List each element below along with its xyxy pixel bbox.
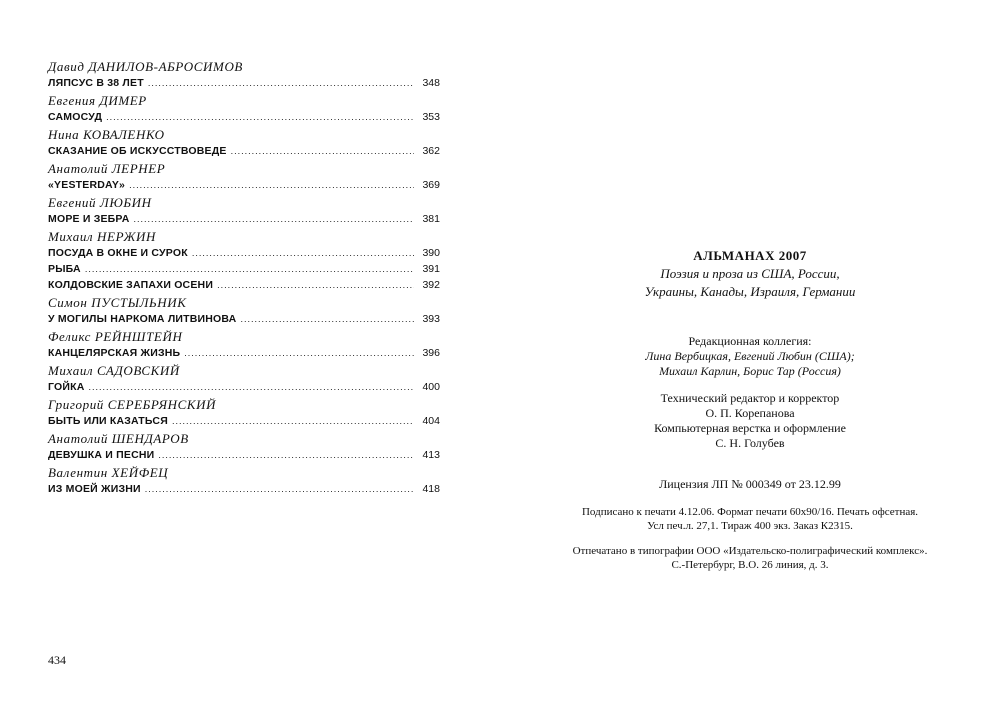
layout-name: С. Н. Голубев — [715, 436, 785, 450]
toc-entry-title: ДЕВУШКА И ПЕСНИ — [48, 449, 155, 461]
toc-entry — [48, 211, 440, 227]
tech-editor-name: О. П. Корепанова — [705, 406, 795, 420]
toc-entry-title: САМОСУД — [48, 111, 103, 123]
toc-leader-dots — [106, 109, 414, 125]
toc-entry — [48, 177, 440, 193]
toc-author: Михаил САДОВСКИЙ — [48, 363, 180, 378]
toc-entry-title: КОЛДОВСКИЕ ЗАПАХИ ОСЕНИ — [48, 279, 214, 291]
toc-group — [48, 160, 440, 193]
printer-line-1: Отпечатано в типографии ООО «Издательско-полиграфический комплекс». — [572, 545, 928, 557]
toc-entry-page: 369 — [422, 179, 440, 191]
toc-entry — [48, 143, 440, 159]
toc-entry — [48, 245, 440, 261]
layout-label: Компьютерная верстка и оформление — [654, 421, 846, 435]
toc-group — [48, 294, 440, 327]
toc-entry-page: 353 — [422, 111, 440, 123]
tech-editor-label: Технический редактор и корректор — [660, 391, 840, 405]
toc-entry-page: 396 — [422, 347, 440, 359]
toc-entry-title: ГОЙКА — [48, 381, 85, 393]
toc-entry-page: 400 — [422, 381, 440, 393]
toc-entry-page: 348 — [422, 77, 440, 89]
toc-group — [48, 92, 440, 125]
toc-leader-dots — [184, 345, 414, 361]
toc-leader-dots — [148, 75, 414, 91]
toc-entry — [48, 481, 440, 497]
credits — [540, 391, 960, 451]
toc-entry-page: 362 — [422, 145, 440, 157]
toc-entry-title: ПОСУДА В ОКНЕ И СУРОК — [48, 247, 188, 259]
toc-entry-page: 381 — [422, 213, 440, 225]
toc-author: Давид ДАНИЛОВ-АБРОСИМОВ — [48, 59, 243, 74]
printer-info — [540, 544, 960, 572]
signed-line-2: Усл печ.л. 27,1. Тираж 400 экз. Заказ К2315. — [647, 520, 853, 532]
toc-entry-title: У МОГИЛЫ НАРКОМА ЛИТВИНОВА — [48, 313, 237, 325]
toc-group — [48, 126, 440, 159]
toc-leader-dots — [89, 379, 414, 395]
toc-author: Нина КОВАЛЕНКО — [48, 127, 165, 142]
toc-group — [48, 362, 440, 395]
toc-group — [48, 396, 440, 429]
toc-entry-title: «YESTERDAY» — [48, 179, 126, 191]
toc-group — [48, 194, 440, 227]
toc-entry — [48, 345, 440, 361]
toc-entry — [48, 75, 440, 91]
toc-entry-page: 390 — [422, 247, 440, 259]
board-label: Редакционная коллегия: — [688, 334, 812, 348]
almanac-title: АЛЬМАНАХ 2007 — [693, 248, 807, 263]
toc-entry-page: 413 — [422, 449, 440, 461]
toc-group — [48, 430, 440, 463]
imprint-title-block — [540, 247, 960, 301]
toc-group — [48, 328, 440, 361]
signed-line-1: Подписано к печати 4.12.06. Формат печати 60х90/16. Печать офсетная. — [581, 506, 919, 518]
toc-author: Анатолий ШЕНДАРОВ — [48, 431, 189, 446]
toc-entry-page: 393 — [422, 313, 440, 325]
toc-entry-title: МОРЕ И ЗЕБРА — [48, 213, 130, 225]
almanac-subtitle-line-2: Украины, Канады, Израиля, Германии — [644, 284, 856, 299]
printer-line-2: С.-Петербург, В.О. 26 линия, д. 3. — [671, 559, 829, 571]
toc-entry — [48, 311, 440, 327]
toc-entry — [48, 109, 440, 125]
toc-leader-dots — [145, 481, 414, 497]
toc-leader-dots — [129, 177, 414, 193]
license — [540, 477, 960, 492]
print-details — [540, 505, 960, 533]
toc-entry-title: РЫБА — [48, 263, 81, 275]
toc-leader-dots — [231, 143, 414, 159]
toc-group — [48, 228, 440, 293]
toc-entry-page: 418 — [422, 483, 440, 495]
toc-author: Валентин ХЕЙФЕЦ — [48, 465, 169, 480]
toc-author: Григорий СЕРЕБРЯНСКИЙ — [48, 397, 217, 412]
toc-author: Анатолий ЛЕРНЕР — [48, 161, 166, 176]
toc-leader-dots — [172, 413, 414, 429]
toc-group — [48, 464, 440, 497]
toc-entry — [48, 413, 440, 429]
toc-entry-title: БЫТЬ ИЛИ КАЗАТЬСЯ — [48, 415, 168, 427]
toc-leader-dots — [240, 311, 414, 327]
toc-entry-page: 392 — [422, 279, 440, 291]
toc-leader-dots — [192, 245, 414, 261]
toc-author: Михаил НЕРЖИН — [48, 229, 156, 244]
toc-entry-title: КАНЦЕЛЯРСКАЯ ЖИЗНЬ — [48, 347, 181, 359]
toc-author: Евгения ДИМЕР — [48, 93, 147, 108]
toc-author: Феликс РЕЙНШТЕЙН — [48, 329, 183, 344]
toc-leader-dots — [134, 211, 415, 227]
toc-entry — [48, 277, 440, 293]
toc-entry-title: ЛЯПСУС В 38 ЛЕТ — [48, 77, 144, 89]
toc-entry-page: 404 — [422, 415, 440, 427]
editorial-board — [540, 334, 960, 379]
toc-leader-dots — [85, 261, 414, 277]
toc-leader-dots — [217, 277, 414, 293]
toc-entry — [48, 261, 440, 277]
toc-entry-page: 391 — [422, 263, 440, 275]
board-line-1: Лина Вербицкая, Евгений Любин (США); — [645, 349, 855, 363]
toc-leader-dots — [158, 447, 414, 463]
toc-entry-title: ИЗ МОЕЙ ЖИЗНИ — [48, 483, 141, 495]
toc-author: Симон ПУСТЫЛЬНИК — [48, 295, 187, 310]
table-of-contents — [48, 58, 440, 498]
toc-entry-title: СКАЗАНИЕ ОБ ИСКУССТВОВЕДЕ — [48, 145, 227, 157]
page-number: 434 — [48, 653, 66, 667]
license-text: Лицензия ЛП № 000349 от 23.12.99 — [659, 477, 841, 491]
toc-author: Евгений ЛЮБИН — [48, 195, 152, 210]
toc-entry — [48, 379, 440, 395]
toc-entry — [48, 447, 440, 463]
board-line-2: Михаил Карлин, Борис Тар (Россия) — [659, 364, 841, 378]
almanac-subtitle-line-1: Поэзия и проза из США, России, — [660, 266, 840, 281]
toc-group — [48, 58, 440, 91]
